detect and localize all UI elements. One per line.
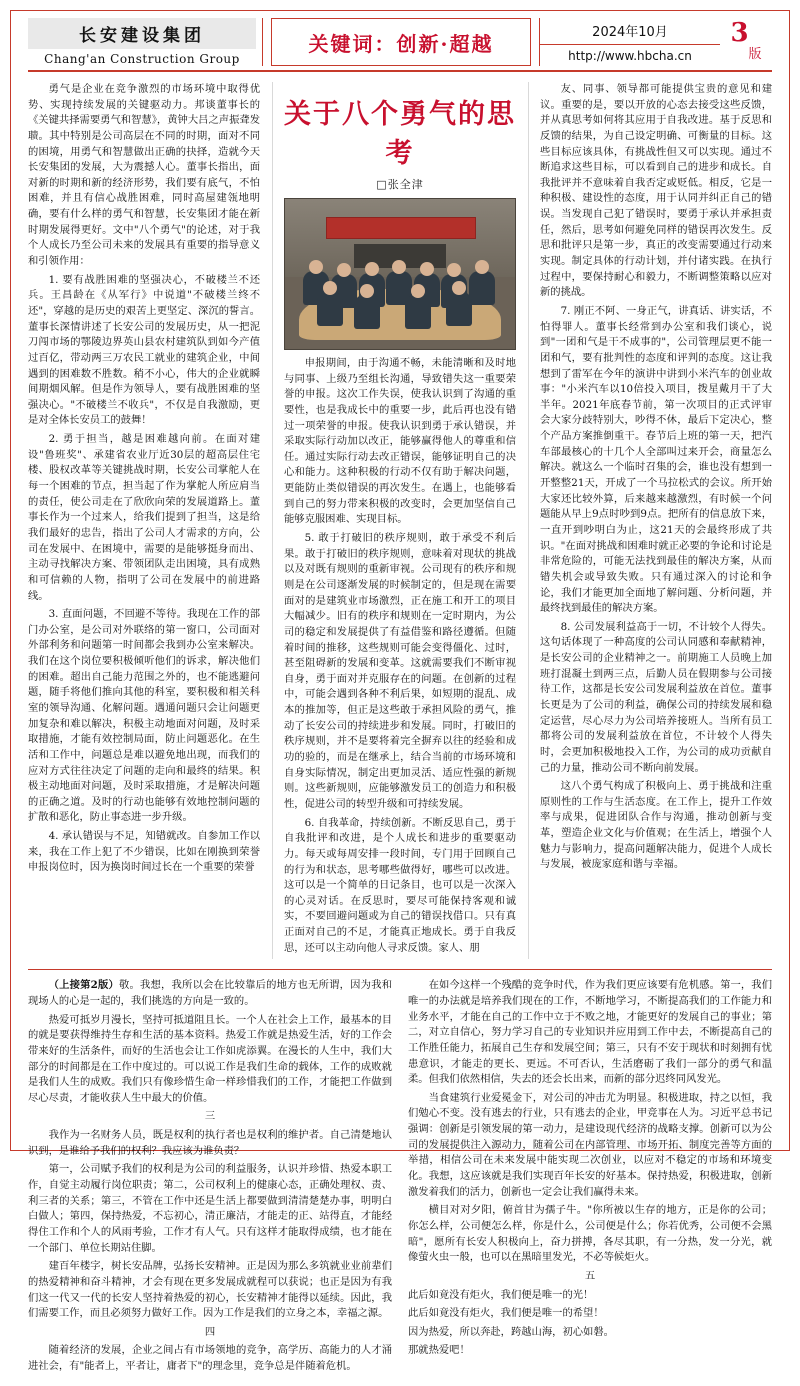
paragraph: 8. 公司发展利益高于一切，不计较个人得失。这句话体现了一种高度的公司认同感和奉献精神，是长安公司的企业精神之一。前期施工人员晚上加班打混凝土到两三点，后勤人员在假期参与公司接待工作，这都是长安公司发展利益放在首位。董事长更是为了公司的利益，确保公司的持续发展和稳定运营，尽心尽力为公司培养接班人。当所有员工都将公司的发展利益放在首位，不计较个人得失时，会更加积极地投入工作，为公司的成功贡献自己的力量，推动公司不断向前发展。 xyxy=(540,620,772,774)
paragraph: 7. 刚正不阿、一身正气，讲真话、讲实话，不怕得罪人。董事长经常到办公室和我们谈心，说到"一团和气是干不成事的"，公司管理层更不能一团和气，要有批判性的态度和评判的态度。这让我想到了雷军在今年的演讲中讲到小米汽车的创业故事："小米汽车以10倍投入项目，拨星戴月干了大半年。2021年底春节前，第一次项目的正式评审会大家分歧特别大，吵得不休，最后下定决心，整个产品方案推倒重干。春节后上班的第一天，把汽车部最核心的十几个人全部叫过来开会，商量怎么解决。就这么一个临时召集的会，谁也没有想到一开整整21天，开成了一个马拉松式的会议。所开始大家还比较外算，后来越来越激烈，有时候一个问题能从早上9点时吵到9点。把所有的信息放下来，一直开到吵明白为止，这21天的会最终形成了共识。"在面对挑战和困难时就正必要的争论和讨论是非常危险的，可能无法找到最佳的解决方案，从而错失机会或导致失败。只有通过深入的讨论和争论，我们才能更加全面地了解问题、分析问题，并最终找到最佳的解决方案。 xyxy=(540,304,772,615)
photo-person xyxy=(446,292,472,326)
photo-person xyxy=(469,271,495,305)
article-secondary xyxy=(28,978,772,1377)
paragraph: 申报期间，由于沟通不畅，未能清晰和及时地与同事、上级乃至组长沟通，导致错失这一重要荣誉的申报。这次工作失误，使我认识到了沟通的重要性，也是我成长中的重要一步，此后再也没有错过一项荣誉的申报。使我认识到勇于承认错误，并采取实际行动加以改正，能够赢得他人的尊重和信任。通过实际行动去改正错误，能够证明自己的决心和能力。这种积极的行动不仅有助于解决问题，更能防止类似错误的再次发生。在遇上，也能够看到自己的努力带来积极的改变时，会更加坚信自己能够克服困难、实现目标。 xyxy=(284,357,516,526)
article-divider xyxy=(28,969,772,970)
section-number: 四 xyxy=(204,1325,216,1338)
section-number: 五 xyxy=(584,1269,596,1282)
keyword-label: 关键词： xyxy=(308,31,397,56)
paragraph: 第一，公司赋予我们的权利是为公司的利益服务，认识并珍惜、热爱本职工作，自觉主动履行岗位职责；第二，公司权利上的健康心态，正确处理权、责、利三者的关系；第三，不管在工作中还是生活上都要做到清清楚楚办事，明明白白做人；第四，保持热爱，不忘初心，清正廉洁，才能走的正、站得直，才能经得住工作和个人的风雨考验，工作才有人气。只有这样才能取得成绩，也才能在一个部门、单位长期站住脚。 xyxy=(28,1163,392,1254)
main-column-2 xyxy=(272,82,516,959)
photo-person xyxy=(405,295,431,329)
paragraph: 友、同事、领导都可能提供宝贵的意见和建议。重要的是，要以开放的心态去接受这些反馈，并从真思考如何将其应用于自我改进。基于反思和反馈的结果，为自己设定明确、可衡量的目标。这些目标应该具体，有挑战性但又可以实现。通过不断追求这些目标，可以看到自己的进步和成长。自我批评并不意味着自我否定或贬低。相反，它是一种积极、建设性的态度，用于认同并纠正自己的错误。当发现自己犯了错误时，要勇于承认并承担责任，然后，思考如何避免同样的错误再次发生。反思和批评只是第一步，真正的改变需要通过行动来实现。制定具体的行动计划，并付诸实践。在执行过程中，要保持耐心和毅力，不断调整策略以应对新的挑战。 xyxy=(540,83,772,299)
issue-date: 2024年10月 xyxy=(592,25,668,40)
page-number-suffix: 版 xyxy=(748,47,762,62)
keyword-value: 创新·超越 xyxy=(396,31,494,56)
section-number: 三 xyxy=(204,1110,216,1123)
photo-person xyxy=(317,292,343,326)
website-url[interactable]: http://www.hbcha.cn xyxy=(540,44,720,63)
headline-block xyxy=(284,92,516,192)
paragraph: 热爱可抵岁月漫长，坚持可抵道阻且长。一个人在社会上工作，最基本的目的就是要获得维持生存和生活的基本资料。热爱工作就是热爱生活，好的工作会带来好的生活条件，而好的生活也会让工作如虎添翼。在漫长的人生中，我们大部分的时间都是在工作中度过的。可以说工作是我们生命的载体，工作的成败就是我们人生的成败。我们只有像珍惜生命一样珍惜我们的工作，才能把工作做到尽心尽责，才能收获人生中最大的价值。 xyxy=(28,1013,392,1104)
main-column-1 xyxy=(28,82,260,959)
paragraph: 横目对对夕阳，俯首甘为孺子牛。"你所被以生存的地方，正是你的公司；你怎么样，公司便怎么样，你是什么，公司便是什么；你若优秀，公司便不会黑暗"，愿所有长安人积极向上，奋力拼搏，各尽其职，有一分热，发一分光，就像萤火虫一般，也可以在黑暗里发光，不必等候炬火。 xyxy=(408,1204,772,1264)
publisher-logo xyxy=(28,18,263,66)
paragraph: 勇气是企业在竞争激烈的市场环境中取得优势、实现持续发展的关键驱动力。邦谈董事长的《关键共择需要勇气和智慧》，黄钟大吕之声振聋发聩。其中特别是公司高层在不同的时期，面对不同的困境，用勇气和智慧做出正确的抉择，造就今天长安集团的发展，大为震撼人心。董事长指出，面对新的时期和新的经济形势，我们要有底气，不怕困难，并且有信心战胜困难，同时高屋建瓴地明确，要有什么样的勇气和智慧，长安集团才能在新时期发展得更好。文中"八个勇气"的论述，对于我个人成长乃至公司未来的发展具有重要的指导意义和引领作用： xyxy=(28,83,260,268)
closing-line: 因为热爱，所以奔赴，跨越山海，初心如磐。 xyxy=(408,1325,614,1338)
paragraph: 6. 自我革命，持续创新。不断反思自己，勇于自我批评和改进，是个人成长和进步的重要驱动力。每天或每周安排一段时间，专门用于回顾自己的行为和状态，思考哪些做得好，哪些可以改进。这可以是一个简单的日记条目，也可以是一次深入的心灵对话。在反思时，要尽可能保持客观和诚实，不要回避问题或为自己的错误找借口。只有真正面对自己的不足，才能真正地成长。勇于自我反思，还可以主动向他人寻求反馈。家人、朋 xyxy=(284,816,516,954)
paragraph: 这八个勇气构成了积极向上、勇于挑战和注重原则性的工作与生活态度。在工作上，提升工作效率与成果，促进团队合作与沟通，推动创新与变革，塑造企业文化与价值观；在生活上，增强个人魅力与影响力，提高问题解决能力，促进个人成长与发展，被庞家庭和谐与幸福。 xyxy=(540,780,772,871)
paragraph: 当食建筑行业爱冕金下，对公司的冲击尤为明显。积极进取，持之以恒，我们勉心不变。没有逃去的行业，只有逃去的企业，甲竞事在人为。习近平总书记强调：创新是引领发展的第一动力，是建设现代经济的战略支撑。创新可以为公司的发展提供注入源动力，随着公司在内部管理、市场开拓、制度完善等方面的举措，相信公司在未来发展中能实现二次创业，以应对不稳定的市场和环境变化。我想，这应该就是我们实现百年长安的好基本。保持热爱，积极进取，创新激发着我们的活力，创新也一定会让我们赢得未来。 xyxy=(408,1091,772,1198)
photo-person xyxy=(354,295,380,329)
paragraph: 2. 勇于担当，越是困难越向前。在面对建设"鲁班奖"、承建省农业厅近30层的超高层住宅楼、股权改革等关键挑战时期，长安公司掌舵人在每一个困难的节点，担当起了作为掌舵人所应肩当的责任，使公司走在了欣欣向荣的发展道路上。董事长作为一个过来人，给我们提到了担当，这是给我们最好的忠告，指出了公司人才需求的方向，公司在发展中、在困境中，需要的是能够挺身而出、主动寻找解决方案、带领团队走出困境，具有成熟和可信赖的人物，指明了公司在发展中的前进路线。 xyxy=(28,433,260,602)
page-indicator xyxy=(720,18,772,66)
main-column-3 xyxy=(528,82,772,959)
paragraph: 在如今这样一个残酷的竞争时代，作为我们更应该要有危机感。第一，我们唯一的办法就是培养我们现在的工作，不断地学习，不断提高我们的工作能力和业务水平，才能在自己的工作中立于不败之地，才能更好的发展自己的事业；第二，对立自信心，努力学习自己的专业知识并应用到工作中去，不断提高自己的工作胜任能力，拓展自己生存和发展空间；第三，只有不安于现状和时刻拥有忧患意识，才能走的更长、更远。不可否认，生活磨砺了我们一部分的勇气和温柔。但我们依然相信，失去的还会长出来，而新的部分迟终同风发光。 xyxy=(408,979,772,1086)
publisher-name-cn: 长安建设集团 xyxy=(28,18,256,49)
closing-line: 此后如竟没有炬火，我们便是唯一的希望！ xyxy=(408,1307,604,1320)
secondary-column-2 xyxy=(408,978,772,1377)
paragraph: 5. 敢于打破旧的秩序规则，敢于承受不利后果。敢于打破旧的秩序规则，意味着对现状的挑战以及对既有规则的重新审视。公司现有的秩序和规则是在公司逐渐发展的时候制定的，但是现在需要面对的是建筑业市场激烈，正在施工和开工的项目大幅减少。旧有的秩序和规则在一定时期内，为公司的稳定和发展提供了有益借鉴和路径遵循。但随着时间的推移，这些规则可能会变得僵化、过时，甚至阻碍新的发展和变革。这就需要我们不断审视自身，勇于面对并克服存在的问题。在创新的过程中，可能会遇到各种不利后果，如短期的混乱、成本的推加等，但正是这些敢于承担风险的勇气，推动了长安公司的持续进步和发展。同时，打破旧的秩序规则，并不是要将着完全摒弃以往的经验和成功的验的，而是在继承上，结合当前的市场环境和自身实际情况，制定出更加灵活、适应性强的新规则。这些新规则，应能够激发员工的创造力和积极性，促进公司的转型升级和可持续发展。 xyxy=(284,532,516,810)
page-title: 关于八个勇气的思考 xyxy=(284,99,516,169)
page-number: 3 xyxy=(730,18,749,48)
article-main xyxy=(28,82,772,959)
photo-banner xyxy=(326,217,475,239)
paragraph xyxy=(28,978,392,1009)
paragraph: 建百年楼字，树长安品牌，弘扬长安精神。正是因为那么多筑就业业前辈们的热爱精神和奋斗精神，才会有现在更多发展成就程可以获说；也正是因为有我们这一代又一代的长安人坚持着热爱的初心，长安精神才能得以延续。因此，我们需要工作，而且必须努力做好工作。因为工作是我们的立身之本，幸福之源。 xyxy=(28,1260,392,1320)
keyword-banner xyxy=(271,18,531,66)
closing-line: 此后如竟没有炬火，我们便是唯一的光！ xyxy=(408,1288,594,1301)
paragraph: 随着经济的发展，企业之间占有市场领地的竞争，高学历、高能力的人才涌进社会，有"能者上，平者让，庸者下"的理念里，竞争总是伴随着危机。 xyxy=(28,1344,392,1373)
issue-info xyxy=(539,18,720,66)
paragraph-text: 敬。我想，我所以会在比较靠后的地方也无所谓，因为我和现场人的心是一起的，我们挑选的方向是一致的。 xyxy=(28,979,392,1007)
continued-from-label: （上接第2版） xyxy=(48,979,120,992)
masthead xyxy=(28,18,772,72)
article-photo xyxy=(284,198,516,350)
closing-line: 那就热爱吧！ xyxy=(408,1344,470,1357)
paragraph: 我作为一名财务人员，既是权利的执行者也是权利的维护者。自己清楚地认识到，是谁给予我们的权利？我应该为谁负责？ xyxy=(28,1129,392,1157)
publisher-name-en: Chang'an Construction Group xyxy=(44,52,240,66)
paragraph: 3. 直面问题，不回避不等待。我现在工作的部门办公室，是公司对外联络的第一窗口，公司面对外部利务和问题第一时间都会我到办公室来解决。我们在这个岗位要积极倾听他们的诉求，解决他们的困难。超出自己能力范围之外的，也不能逃避问题，随手将他们推向其他的科室，要积极和相关科室的领导沟通、化解问题。遇通问题只会让问题更加复杂和难以解决，积极主动地面对问题，及时采取措施，才能有效控制局面，防止问题恶化。在生活和工作中，问题总是难以避免地出现，而我们的应对方式往往决定了问题的走向和最终的结果。积极主动地面对问题，及时采取措施，才是解决问题的正确之道。及时的行动也能够有效地控制问题的扩散和恶化，防止事态进一步升级。 xyxy=(28,608,260,824)
article-byline: □张全津 xyxy=(376,178,424,191)
paragraph: 4. 承认错误与不足，知错就改。自参加工作以来，我在工作上犯了不少错误，比如在刚换到荣誉申报岗位时，因为换岗时间过长在一个重要的荣誉 xyxy=(28,830,260,874)
paragraph: 1. 要有战胜困难的坚强决心，不破楼兰不还兵。王昌龄在《从军行》中说道"不破楼兰终不还"，穿越的是历史的艰苦上更坚定、深沉的誓言。董事长深情讲述了长安公司的发展历史，从一把泥刀闯市场的鄂陵边界英山县农村建筑队到如今产值过百亿，带动两三万农民工就业的建筑企业，中间遇到的困难数不胜数。稍不小心，伟大的企业就瞬间期烟风解。但是作为领导人，要有战胜困难的坚强决心。"不破楼兰不收兵"，不仅是自我激励，更是对全体长安员工的鼓舞！ xyxy=(28,273,260,427)
secondary-column-1 xyxy=(28,978,392,1377)
